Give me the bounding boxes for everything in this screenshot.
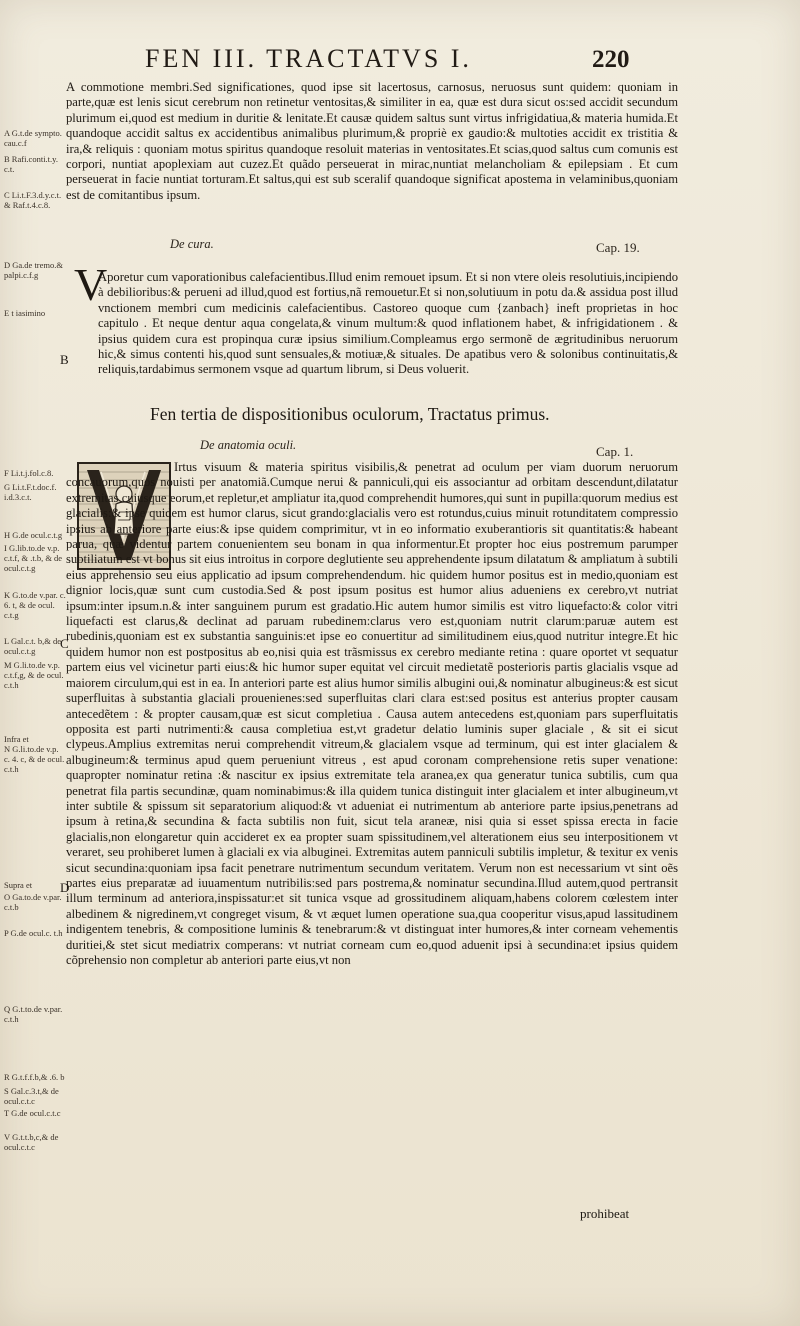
- page-header: [0, 40, 800, 80]
- subhead-de-cura: De cura.: [170, 237, 214, 251]
- chapter-label-19: Cap. 19.: [596, 240, 640, 255]
- margin-letter-C: C: [60, 636, 69, 651]
- margin-note: M G.li.to.de v.p. c.t.f,g, & de ocul. c.t.h: [4, 660, 64, 690]
- drop-cap-V: V: [74, 259, 108, 310]
- margin-note: Infra et: [4, 734, 29, 744]
- text-block-2: [98, 270, 678, 378]
- subhead-de-anatomia: De anatomia oculi.: [200, 438, 297, 452]
- margin-note: L Gal.c.t. b,& de ocul.c.t.g: [4, 636, 62, 656]
- margin-note: P G.de ocul.c. t.h: [4, 928, 63, 938]
- margin-note: G Li.t.F.t.doc.f. i.d.3.c.t.: [4, 482, 57, 502]
- margin-note: Supra et: [4, 880, 33, 890]
- running-head: FEN III. TRACTATVS I.: [145, 44, 472, 73]
- margin-note: O Ga.to.de v.par. c.t.b: [4, 892, 62, 912]
- paragraph: Aporetur cum vaporationibus calefacientibus.Illud enim remouet ipsum. Et si non vtere oleis resolutiuis,incipiendo à debilioribus:& perueni ad illud,quod est fortius,nã remouetur.Et si non,solutiuum in potu da.& assidua post illud vnctionem membri cum medicinis calefacientibus. Castoreo quoque cum {zanbach} ineft proprietas in hoc capitulo . Et neque dentur aqua congelata,& vinum multum:& quod inflationem habet, & infrigidationem . & ipsius quidem cura est propinqua curæ ipsius similium.Compleamus ergo sermonẽ de ægritudinibus neruorum hic,& simus contenti his,quod sunt sensuales,& motiuæ,& situales. De apatibus vero & solonibus continuitatis,& reliquis,tardabimus sermonem vsque ad quartum librum, si Deus voluerit.: [98, 270, 678, 377]
- margin-note: A G.t.de sympto. cau.c.f: [4, 128, 62, 148]
- margin-note: T G.de ocul.c.t.c: [4, 1108, 61, 1118]
- margin-note: N G.li.to.de v.p. c. 4. c, & de ocul. c.t.h: [4, 744, 65, 774]
- margin-note: Q G.t.to.de v.par. c.t.h: [4, 1004, 63, 1024]
- chapter-label-1: Cap. 1.: [596, 444, 634, 459]
- text-block-1: [66, 80, 678, 203]
- margin-note: B Rafi.conti.t.y. c.t.: [4, 154, 58, 174]
- margin-letter-B: B: [60, 352, 69, 367]
- paragraph: A commotione membri.Sed significationes, quod ipse sit lacertosus, carnosus, neruosus sunt quidem: quoniam in parte,quæ est lenis sicut cerebrum non retinetur ventositas,& similiter in ea, quæ est dura sicut os:sed accidit secundum plurimum ei,quod est medium in duritie & lenitate.Et causæ quidem saltus sunt virtus infrigidatiua,& materia humida.Et quandoque accidit saltus ex accidentibus animalibus plurimum,& propriè ex gaudio:& multoties accidit ex tristitia & ira,& reliquis : quoniam motus spiritus quandoque resoluit materias in ventositates.Et scias,quod saltus cum comunis est corpori, nuntiat apoplexiam aut cuzez.Et quãdo perseuerat in mirac,nuntiat melancholiam & epilepsiam . Et cum perseuerat in facie nuntiat torturam.Et saltus,qui est sub sceralif quandoque significat apostema in velaminibus,quoniam est de comitantibus ipsum.: [66, 80, 678, 202]
- margin-note: E t iasimino: [4, 308, 46, 318]
- margin-note: S Gal.c.3.t,& de ocul.c.t.c: [4, 1086, 59, 1106]
- text-block-3: [66, 460, 678, 968]
- folio-number: 220: [592, 46, 630, 73]
- margin-note: I G.lib.to.de v.p. c.t.f, & .t.b, & de ocul.c.t.g: [4, 543, 63, 573]
- margin-note: C Li.t.F.3.d.y.c.t. & Raf.t.4.c.8.: [4, 190, 62, 210]
- margin-note: D Ga.de tremo.& palpi.c.f.g: [4, 260, 64, 280]
- section-title: Fen tertia de dispositionibus oculorum, Tractatus primus.: [150, 404, 550, 424]
- margin-note: H G.de ocul.c.t.g: [4, 530, 63, 540]
- catchword: prohibeat: [580, 1206, 630, 1221]
- margin-note: V G.t.t.b,c,& de ocul.c.t.c: [4, 1132, 59, 1152]
- margin-note: R G.t.f.f.b,& .6. b: [4, 1072, 65, 1082]
- margin-note: K G.to.de v.par. c. 6. t, & de ocul. c.t.g: [4, 590, 66, 620]
- paragraph: Irtus visuum & materia spiritus visibilis,& penetrat ad oculum per viam duorum neruorum concauorum,quos nouisti per anatomiã.Cumque nerui & panniculi,qui eis associantur ad orbitam descendunt,dilatatur extremitas cuiusque eorum,et repletur,et ampliatur ita,quod comprehendit humores,qui sunt in pupilla:quorum medius est glacialis:& ipse quidem est humor clarus, sicut grando:glacialis vero est rotundus,cuius minuit rotunditatem compressio ipsius ab anteriore parte eius:& ipse quidem comprimitur, vt in eo informatio exuberantioris sit quantitatis:& habeant parua, quæ videntur partem conuenientem seu bonam in qua informentur.Et propter hoc eius postremum parumper subtiliatum est vt bonus sit eius introitus in corpore deglutiente seu apprehendente ipsum dilatatum & ampliatum à subtili eius apprehensio seu eius applicatio ad ipsum comprehendendum. hic quidem humor positus est in medio,quoniam est dignior locis,quæ sunt cum custodia.Sed & post ipsum positus est humor alius adueniens ex cerebro,vt nutriat ipsum:inter ipsum.n.& inter sanguinem purum est gradatio.Hic autem humor similis est vitro liquefacto:& color vitri liquefacti est clarus,& declinat ad paruam rubedinem:clarus vero est,quoniam nutrit clarum:paruæ autem est rubedinis,quoniam est ex substantia sanguinis:et ipse eo conuertitur ad similitudinem eius,quod nutritur integre.Et hic quidem humor non est postpositus ab eo,nisi quia est trãsmissus ex cerebro mediante retina : quare oportet vt sequatur partem eius vel vicinetur parti eius:& hic humor super equitat vel circuit medietatẽ posterioris partis glacialis vsque ad maiorem circulum,qui est in ea. In anteriori parte est alius humor similis albugini oui,& nominatur albugineus:& est sicut superfluitas à substantia glaciali prouenienes:sed superfluitas clari clara est:sed positus est anterius propter causam antecedẽtem : & propter causam,quæ est sicut completiua . Causa autem antecedens est,quoniam pars superfluitatis opposita est parti nutrimenti:& causa completiua est,vt gradetur delatio luminis super glaciale , & sit ei sicut clypeus.Amplius extremitas nerui comprehendit vitreum,& glacialem vsque ad terminum, qui est inter glacialem & albugineum:& terminus apud quem perueniunt vitreus , est apud coronam comprehensione retis super venatione: quapropter nominatur retina :& nascitur ex ipsius extremitate tela aranea,ex qua generatur tunica subtilis, cum qua penetrat fila partis secundinæ, quam nominabimus:& illa quidem tunica distinguit inter glacialem et inter albugineum,vt inter subtile & spissum sit separatorium aliquod:& vt adueniat ei nutrimentum ab anteriore parte ipsius,penetrans ad ipsum à retina,& secundina & facta subtilis non fuit, sicut tela araneæ, nisi quia si esset spissa erecta in facie glacialis,non elongaretur quin accideret ex ea propter suam spissitudinem,vel alterationem eius seu interpositionem vt veraret, seu prohiberet lumen à glaciali ex via albuginei. Extremitas autem panniculi subtilis impletur, & texitur ex venis sicut secundina:quoniam ipsa facit penetrare nutrimentum secundum veritatem. Verum non est necessarium vt sint oẽs partes eius preparatæ ad iuuamentum nutribilis:sed pars postrema,& nominatur secundina.Illud autem,quod pertransit illum terminum ad anteriora,inspissatur:et sit tunica vsque ad grossitudinem aliquam,habens colorem cœlestem inter albedinem & nigredinem,vt congreget visum, & vt æquet lumen operatione sua,qua cooperitur visus,apud lassitudinem indigentem tenebris, & compositione luminis & tenebrarum:& vt distinguat inter humores,& inter corneam vehementis duritiei,& stet sicut mediatrix comperans: vt nutriat corneam cum eo,quod aduenit ipsi à secundina:et ipsius quidem cõprehensio non completur ab anteriori parte eius,vt non: [66, 460, 678, 967]
- margin-letter-D: D: [60, 880, 70, 895]
- margin-note: F Li.t.j.fol.c.8.: [4, 468, 54, 478]
